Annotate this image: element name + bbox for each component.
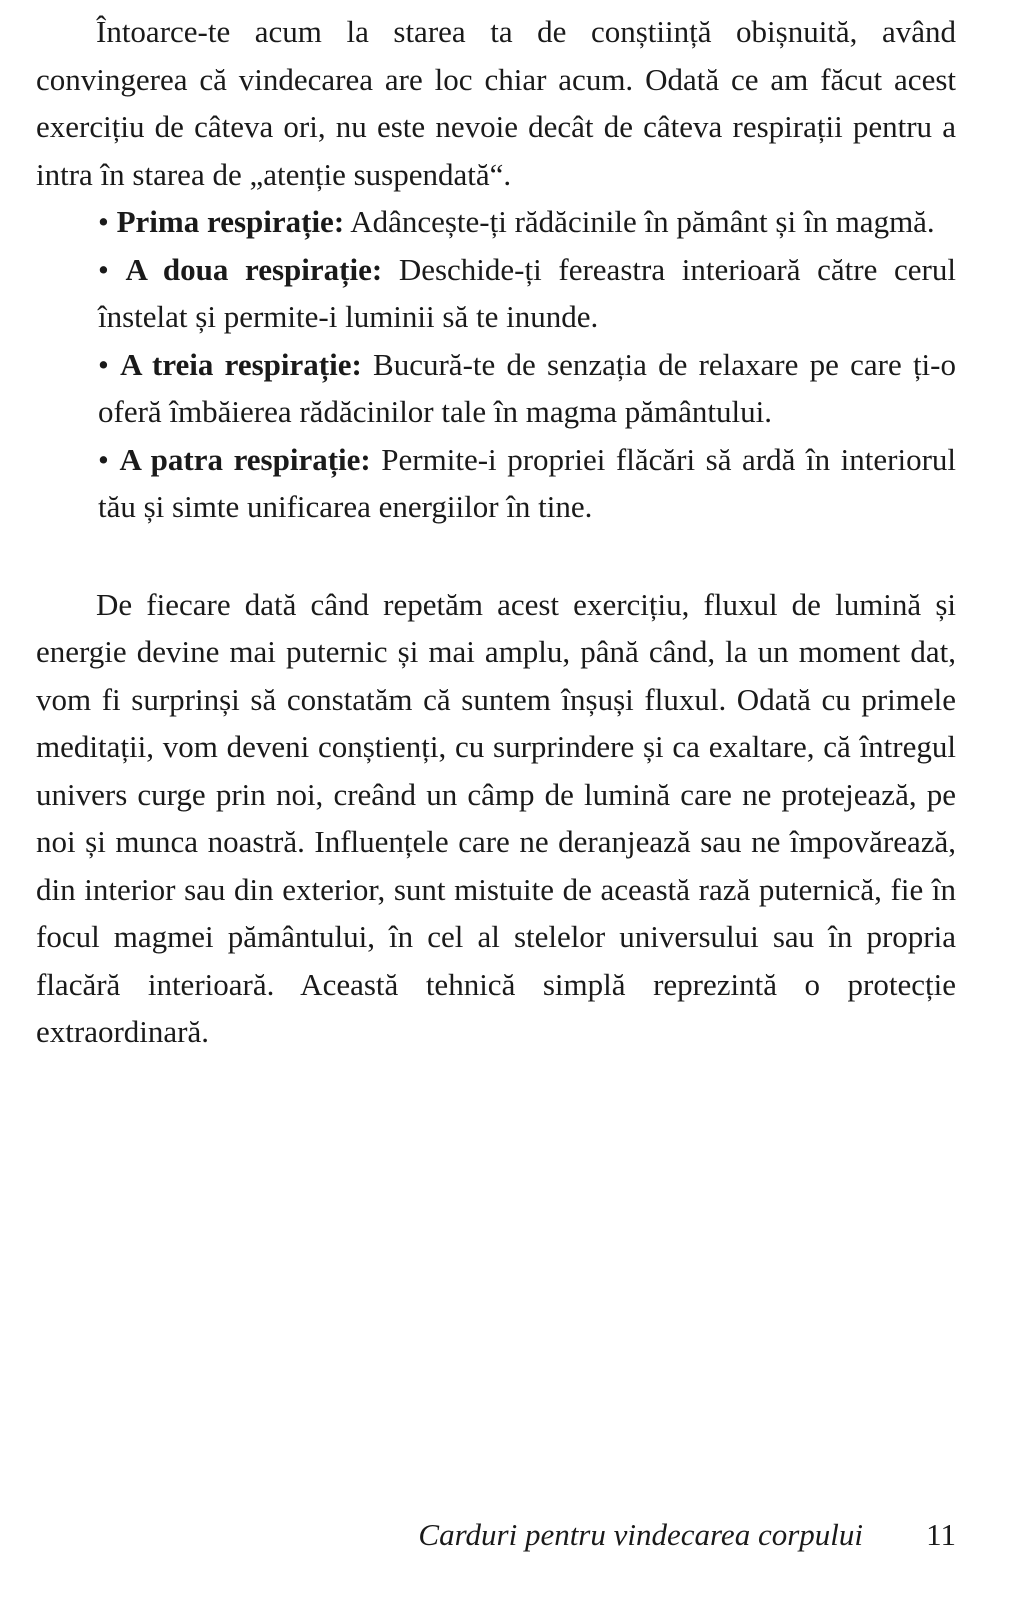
bullet-item-breath-2: [36, 246, 956, 341]
bullet-marker: •: [98, 441, 120, 477]
bullet-marker: •: [98, 346, 121, 382]
bullet-text: Bucură-te de senzația de relaxare pe care ți-o oferă îmbăierea rădăcinilor tale în magma pământului.: [98, 346, 956, 429]
bullet-item-breath-3: [36, 341, 956, 436]
running-footer-title: Carduri pentru vindecarea corpului: [418, 1517, 863, 1552]
bullet-lead: A doua respirație:: [125, 251, 383, 287]
bullet-marker: •: [98, 251, 126, 287]
bullet-lead: A treia respirație:: [120, 346, 362, 382]
page-number: 11: [926, 1517, 956, 1552]
intro-paragraph: Întoarce-te acum la starea ta de conștiință obișnuită, având convingerea că vindecarea are loc chiar acum. Odată ce am făcut acest exercițiu de câteva ori, nu este nevoie decât de câteva respirații pentru a intra în starea de „atenție suspendată“.: [36, 14, 956, 192]
paragraph-spacer: [36, 531, 956, 581]
closing-paragraph: De fiecare dată când repetăm acest exercițiu, fluxul de lumină și energie devine mai puternic și mai amplu, până când, la un moment dat, vom fi surprinși să constatăm că suntem înșuși fluxul. Odată cu primele meditații, vom deveni conștienți, cu surprindere și ca exaltare, că întregul univers curge prin noi, creând un câmp de lumină care ne protejează, pe noi și munca noastră. Influențele care ne deranjează sau ne împovărează, din interior sau din exterior, sunt mistuite de această rază puternică, fie în focul magmei pământului, în cel al stelelor universului sau în propria flacără interioară. Această tehnică simplă reprezintă o protecție extraordinară.: [36, 586, 956, 1049]
bullet-item-breath-4: [36, 436, 956, 531]
page-body: [36, 8, 956, 1056]
bullet-item-breath-1: [36, 198, 956, 246]
bullet-text: Deschide-ți fereastra interioară către cerul înstelat și permite-i luminii să te inunde.: [98, 251, 956, 334]
bullet-lead: Prima respirație:: [116, 204, 345, 239]
page-footer: [36, 1510, 956, 1560]
bullet-text: Adâncește-ți rădăcinile în pământ și în magmă.: [344, 204, 935, 239]
bullet-lead: A patra respirație:: [119, 441, 371, 477]
bullet-text: Permite-i propriei flăcări să ardă în interiorul tău și simte unificarea energiilor în tine.: [98, 441, 956, 524]
bullet-marker: •: [98, 204, 117, 239]
